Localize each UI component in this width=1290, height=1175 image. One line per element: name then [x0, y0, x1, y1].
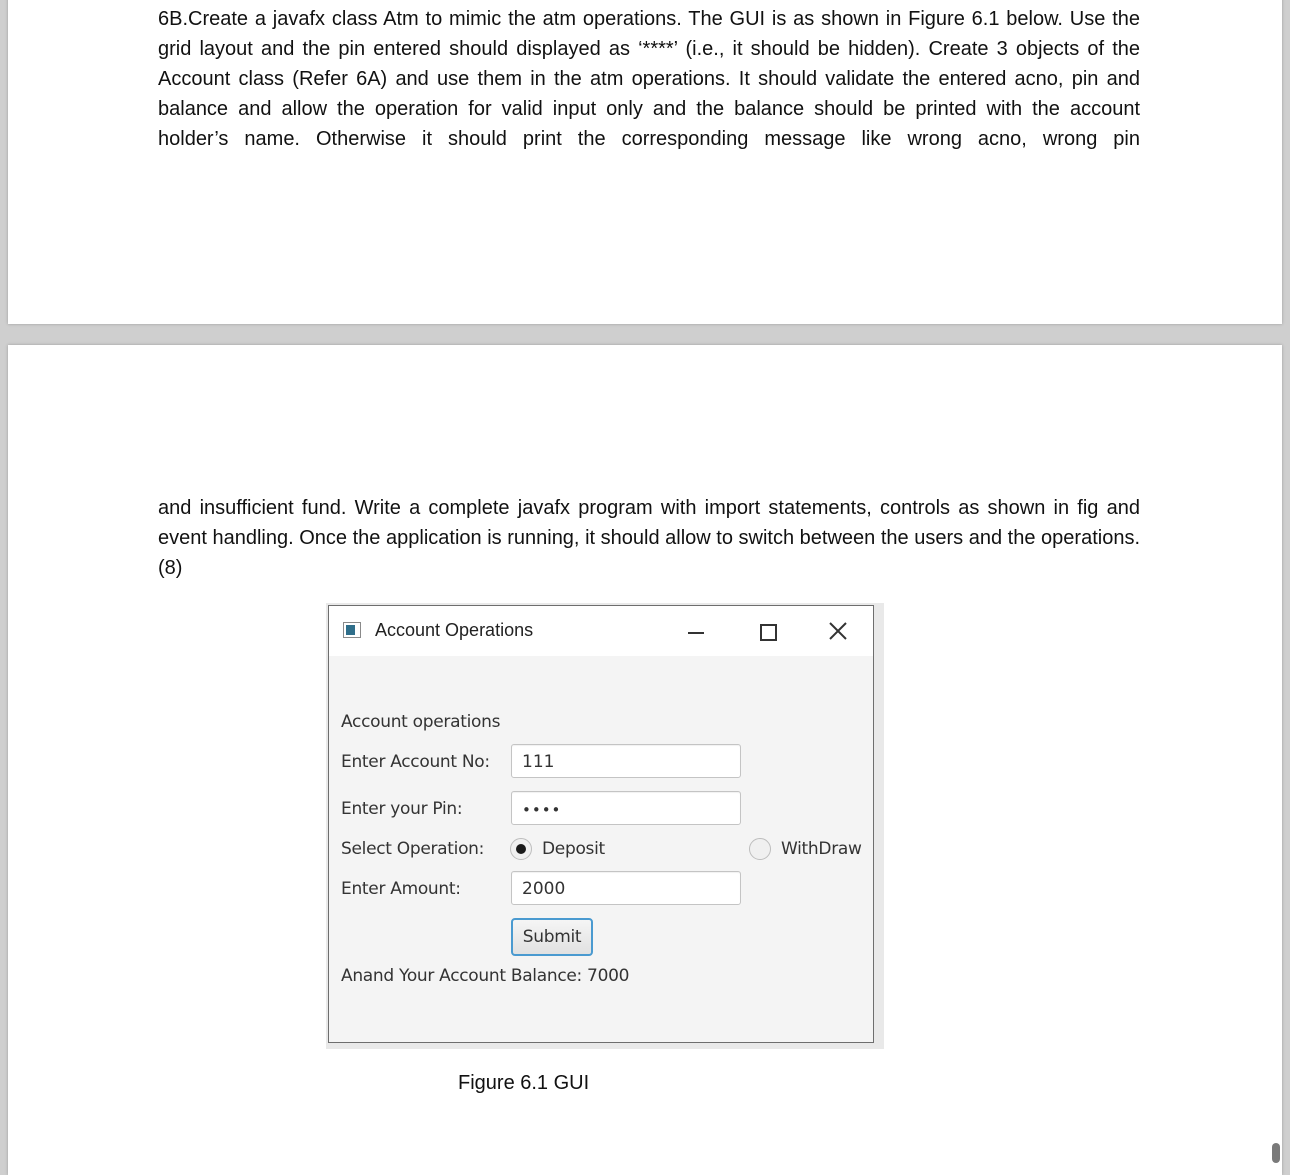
question-text-part-2: and insufficient fund. Write a complete javafx program with import statements, controls as shown in fig and event handling. Once the application is running, it should allow to switch between the users and the operations. (8): [158, 497, 1140, 580]
amount-label: Enter Amount:: [341, 879, 461, 899]
pin-input[interactable]: ••••: [511, 791, 741, 825]
minimize-icon[interactable]: [682, 616, 712, 646]
figure-frame: [326, 603, 884, 1049]
account-no-input[interactable]: 111: [511, 744, 741, 778]
question-text-part-1: 6B.Create a javafx class Atm to mimic the atm operations. The GUI is as shown in Figure 6.1 below. Use the grid layout and the pin entered should displayed as ‘****’ (i.e., it should be hidden). Create 3 objects of the Account class (Refer 6A) and use them in the atm operations. It should validate the entered acno, pin and balance and allow the operation for valid input only and the balance should be printed with the account holder’s name. Otherwise it should print the corresponding message like wrong acno, wrong pin: [158, 8, 1140, 151]
operation-label: Select Operation:: [341, 839, 485, 859]
window-title: Account Operations: [375, 620, 534, 640]
deposit-radio[interactable]: [510, 838, 532, 860]
withdraw-radio-label[interactable]: WithDraw: [781, 839, 862, 859]
account-no-label: Enter Account No:: [341, 752, 490, 772]
app-icon: [343, 622, 361, 638]
submit-button[interactable]: Submit: [511, 918, 593, 956]
window-titlebar[interactable]: [329, 606, 873, 656]
balance-result-text: Anand Your Account Balance: 7000: [341, 966, 630, 986]
document-page-1: [8, 0, 1282, 324]
amount-input[interactable]: 2000: [511, 871, 741, 905]
form-heading: Account operations: [341, 712, 501, 732]
account-operations-window: [328, 605, 874, 1043]
figure-caption: Figure 6.1 GUI: [458, 1072, 590, 1094]
maximize-icon[interactable]: [753, 616, 783, 646]
document-page-2: [8, 345, 1282, 1175]
pin-label: Enter your Pin:: [341, 799, 463, 819]
close-icon[interactable]: [823, 616, 853, 646]
scrollbar-thumb[interactable]: [1272, 1143, 1280, 1163]
withdraw-radio[interactable]: [749, 838, 771, 860]
deposit-radio-label[interactable]: Deposit: [542, 839, 605, 859]
